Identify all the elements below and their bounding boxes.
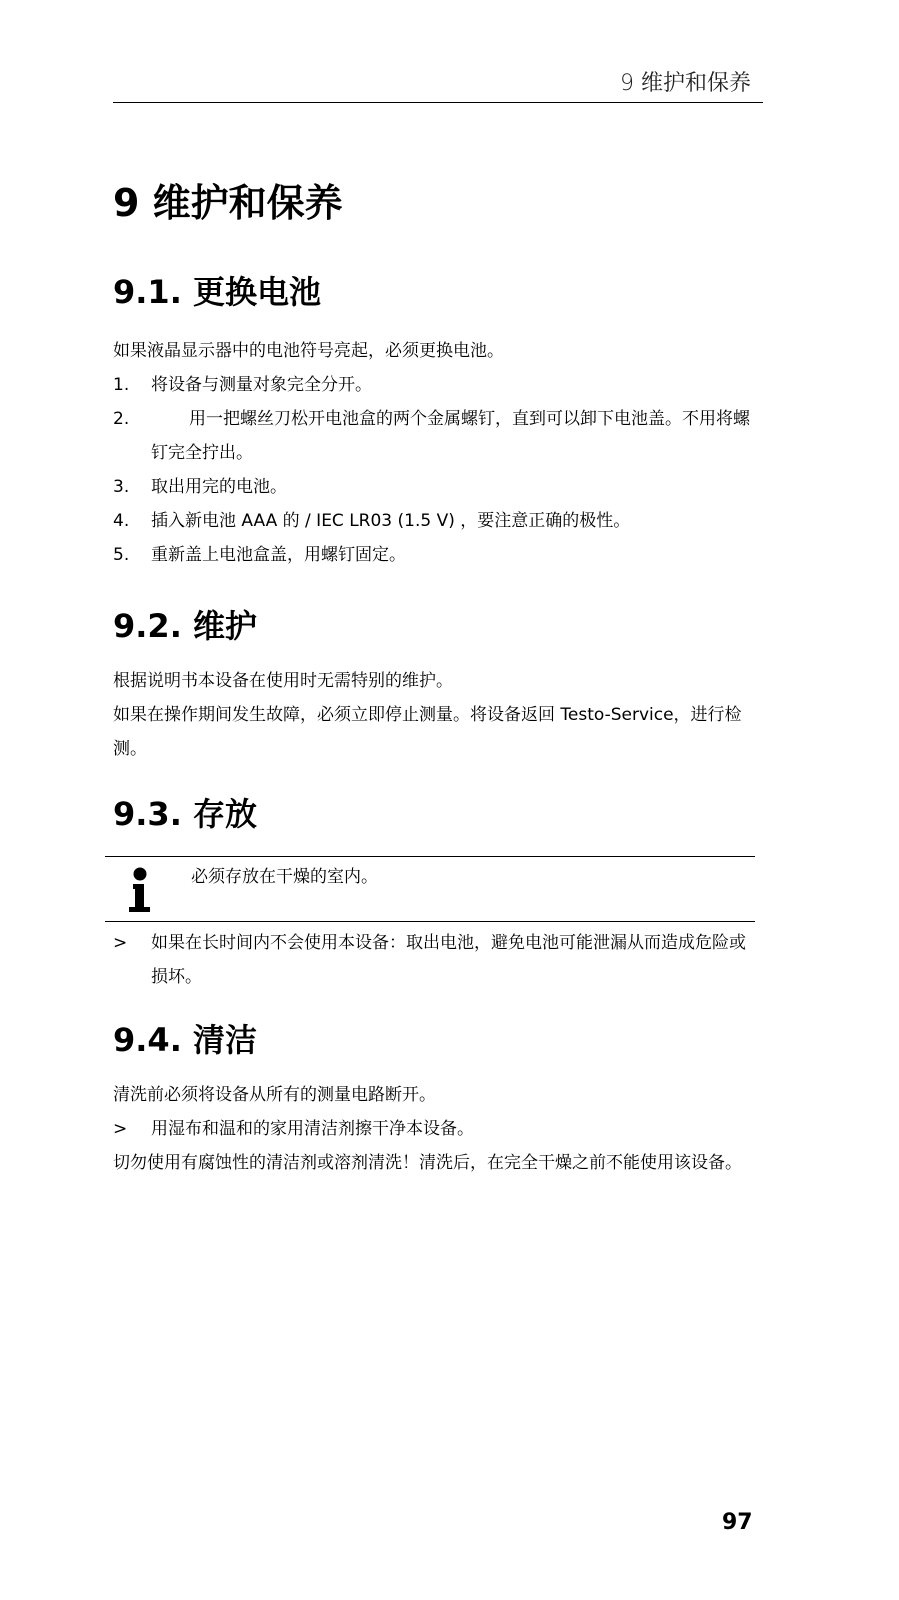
bullet-text: 用湿布和温和的家用清洁剂擦干净本设备。 bbox=[151, 1119, 474, 1139]
page-number: 97 bbox=[722, 1510, 753, 1535]
step-number: 3. bbox=[113, 477, 130, 497]
chapter-title: 9 维护和保养 bbox=[113, 181, 343, 225]
bullet-marker: > bbox=[113, 1119, 128, 1139]
step-number: 4. bbox=[113, 511, 130, 531]
list-item bbox=[113, 368, 753, 402]
battery-steps-list bbox=[113, 368, 753, 572]
running-header bbox=[113, 62, 763, 103]
bullet-marker: > bbox=[113, 933, 128, 953]
bullet-text: 如果在长时间内不会使用本设备：取出电池，避免电池可能泄漏从而造成危险或损坏。 bbox=[151, 933, 746, 987]
section-heading-storage: 9.3. 存放 bbox=[113, 795, 257, 833]
section-storage bbox=[113, 792, 753, 836]
section-battery bbox=[113, 270, 753, 572]
section-heading-cleaning: 9.4. 清洁 bbox=[113, 1021, 257, 1059]
section-heading-battery: 9.1. 更换电池 bbox=[113, 273, 321, 311]
maintenance-para-2: 如果在操作期间发生故障，必须立即停止测量。将设备返回 Testo-Service，进行检测。 bbox=[113, 705, 742, 759]
section-cleaning bbox=[113, 1018, 753, 1180]
step-number: 5. bbox=[113, 545, 130, 565]
cleaning-bullet-list bbox=[113, 1112, 753, 1146]
section-maintenance bbox=[113, 604, 753, 766]
section-heading-maintenance: 9.2. 维护 bbox=[113, 607, 257, 645]
info-note bbox=[105, 856, 755, 922]
list-item bbox=[113, 504, 753, 538]
list-item bbox=[113, 402, 753, 470]
step-text: 重新盖上电池盒盖，用螺钉固定。 bbox=[151, 545, 406, 565]
cleaning-para-2: 切勿使用有腐蚀性的清洁剂或溶剂清洗！清洗后，在完全干燥之前不能使用该设备。 bbox=[113, 1153, 742, 1173]
storage-bullet-block bbox=[113, 926, 753, 994]
storage-bullet-list bbox=[113, 926, 753, 994]
step-number: 2. bbox=[113, 409, 130, 429]
step-text: 用一把螺丝刀松开电池盒的两个金属螺钉，直到可以卸下电池盖。不用将螺钉完全拧出。 bbox=[151, 409, 750, 463]
step-text: 插入新电池 AAA 的 / IEC LR03 (1.5 V) ，要注意正确的极性。 bbox=[151, 511, 631, 531]
list-item bbox=[113, 926, 753, 994]
note-text: 必须存放在干燥的室内。 bbox=[191, 867, 378, 887]
step-text: 取出用完的电池。 bbox=[151, 477, 287, 497]
info-icon bbox=[125, 867, 155, 913]
list-item bbox=[113, 538, 753, 572]
maintenance-para-1: 根据说明书本设备在使用时无需特别的维护。 bbox=[113, 671, 453, 691]
list-item bbox=[113, 1112, 753, 1146]
step-number: 1. bbox=[113, 375, 130, 395]
battery-intro: 如果液晶显示器中的电池符号亮起，必须更换电池。 bbox=[113, 341, 504, 361]
cleaning-para-1: 清洗前必须将设备从所有的测量电路断开。 bbox=[113, 1085, 436, 1105]
list-item bbox=[113, 470, 753, 504]
running-header-title: 9 维护和保养 bbox=[620, 71, 751, 96]
step-text: 将设备与测量对象完全分开。 bbox=[151, 375, 372, 395]
